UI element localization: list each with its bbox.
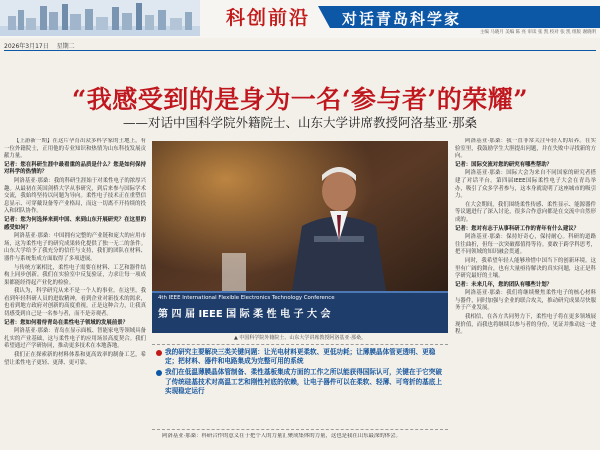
bullet-icon — [156, 370, 162, 376]
article-paragraph: 阿洛基亚·那桑：青岛在显示面板、智能家电等领域具备扎实的产业基础，这与柔性电子的应用场景高度契合。我们希望通过产学研协同，推动更多技术在本地落地。 — [4, 328, 146, 350]
interview-question: 记者：未来几年，您的团队有哪些计划？ — [455, 281, 553, 288]
article-subheadline: ——对话中国科学院外籍院士、山东大学讲席教授阿洛基亚·那桑 — [123, 115, 477, 130]
article-photo — [152, 141, 448, 333]
article-paragraph: 同时，我希望年轻人能够珍惜中国当下的创新环境。这里有广阔的舞台，也有大量亟待解决的真实问题，这正是科学研究最好的土壤。 — [455, 257, 596, 280]
article-paragraph: 阿洛基亚·那桑：我们将继续聚焦柔性电子的核心材料与器件，同时加强与企业的联合攻关，推动研究成果尽快服务于产业发展。 — [455, 290, 596, 312]
article-paragraph: 阿洛基亚·那桑：国际大会为来自不同国家的研究者搭建了对话平台。第四届IEEE国际柔性电子大会在青岛举办，吸引了众多学者参与，这本身就说明了这座城市的吸引力。 — [455, 170, 596, 200]
interview-question: 记者：您如何看待青岛在柔性电子领域的发展前景？ — [4, 319, 128, 326]
article-paragraph: 我们正在探索新的材料体系和更高效率的制备工艺，希望让柔性电子更轻、更薄、更可靠。 — [4, 352, 146, 366]
middle-text-column — [152, 433, 448, 450]
article-paragraph: 阿洛基亚·那桑：中国拥有完整的产业链和庞大的应用市场，这为柔性电子的研究成果转化提供了独一无二的条件。山东大学给予了我充分的信任与支持，我们的团队在材料、器件与系统集成方面取得了多项进展。 — [4, 233, 146, 262]
interview-question: 记者：您对有志于从事科研工作的青年有什么建议？ — [455, 225, 579, 232]
interview-question: 记者：您为何选择来到中国、来到山东开展研究？在这里的感受如何？ — [4, 216, 146, 231]
section-ribbon-title: 对话青岛科学家 — [342, 10, 462, 28]
article-paragraph: 阿洛基亚·那桑：我一直非常关注年轻人的培养。在实验室里，我鼓励学生大胆提出问题，并在失败中寻找新的方向。 — [455, 138, 596, 160]
photo-caption: ▲ 中国科学院外籍院士、山东大学讲席教授阿洛基亚·那桑。 — [233, 335, 367, 341]
highlight-quotes-box — [152, 344, 448, 430]
article-headline: “我感受到的是身为一名‘参与者’的荣耀” — [71, 85, 529, 114]
stage-banner-english: 4th IEEE International Flexible Electronics Technology Conference — [158, 295, 335, 301]
interview-question: 记者：国际交流对您的研究有哪些帮助？ — [455, 161, 553, 168]
highlight-quote — [156, 348, 444, 366]
article-paragraph: 阿洛基亚·那桑：保持好奇心，保持耐心。科研的道路往往曲折，但每一次突破都值得等待。要敢于跨学科思考，把不同领域的知识融会贯通。 — [455, 234, 596, 256]
article-paragraph: 【上游新一期】在这片孕育出众多科学家的土地上，有一位外籍院士，正用他的专业知识和热情为山东科技发展贡献力量。 — [4, 138, 146, 160]
article-paragraph: 我认为，科学研究从来不是一个人的事业。在这里，我看到年轻科研人员的进取精神，看到企业对新技术的渴求，也看到地方政府对创新的高度重视。正是这种合力，让我真切感受到自己是一名参与者，而不是旁观者。 — [4, 288, 146, 318]
article-paragraph: 阿洛基亚·那桑：我的科研生涯始于对柔性电子的浓厚兴趣。从最初在英国剑桥大学从事研究，到后来参与国际学术交流，我始终坚持以问题为导向。柔性电子技术正在重塑信息显示、可穿戴设备等产业格局，而这一切离不开持续的投入和团队协作。 — [4, 177, 146, 215]
article-paragraph: 与传统方案相比，柔性电子需要在材料、工艺和器件结构上同步创新。我们在实验室中反复验证，力求让每一项成果都能经得起产业化的检验。 — [4, 264, 146, 286]
right-text-column — [455, 138, 596, 450]
editorial-credits: 主编 马晓月 美编 陈 亮 审读 张 凯 校对 张 凯 组版 谢晓明 — [479, 30, 596, 35]
highlight-quote — [156, 368, 444, 396]
section-brand-title: 科创前沿 — [226, 7, 311, 29]
bullet-icon — [156, 350, 162, 356]
article-paragraph: 在大会期间，我们围绕柔性传感、柔性显示、能源器件等议题进行了深入讨论，很多合作意向都是在交流中自然形成的。 — [455, 201, 596, 223]
masthead — [0, 0, 600, 38]
stage-banner-chinese: 第 四 届 IEEE 国 际 柔 性 电 子 大 会 — [158, 309, 331, 320]
dateline — [4, 41, 596, 50]
article-paragraph: 我相信，在各方共同努力下，柔性电子将在更多领域展现价值，而我也将继续以参与者的身份，见证并推动这一进程。 — [455, 314, 596, 336]
city-skyline-illustration — [0, 0, 200, 36]
article-paragraph: 阿洛基亚·那桑：科研合作的意义在于把个人的力量汇聚成集体的力量，这也是我在山东最深的体会。 — [162, 433, 401, 439]
interview-question: 记者：您在科研生涯中最看重的品质是什么？您是如何保持对科学的热情的？ — [4, 161, 146, 176]
issue-weekday: 星期二 — [56, 43, 75, 50]
issue-date: 2026年3月17日 — [4, 43, 49, 50]
ribbon-edge — [318, 6, 330, 28]
left-text-column — [4, 138, 146, 450]
highlight-quote-text: 我们在低温薄膜晶体管制备、柔性基板集成方面的工作之所以能获得国际认可，关键在于它突破了传统硅基技术对高温工艺和刚性衬底的依赖，让电子器件可以在柔软、轻薄、可弯折的基底上实现稳定运行 — [165, 368, 442, 395]
highlight-quote-text: 我的研究主要解决三类关键问题：让光电材料更柔软、更低功耗；让薄膜晶体管更透明、更稳定；把材料、器件和电路集成为完整可用的系统 — [165, 348, 436, 366]
header-rule — [4, 50, 596, 51]
